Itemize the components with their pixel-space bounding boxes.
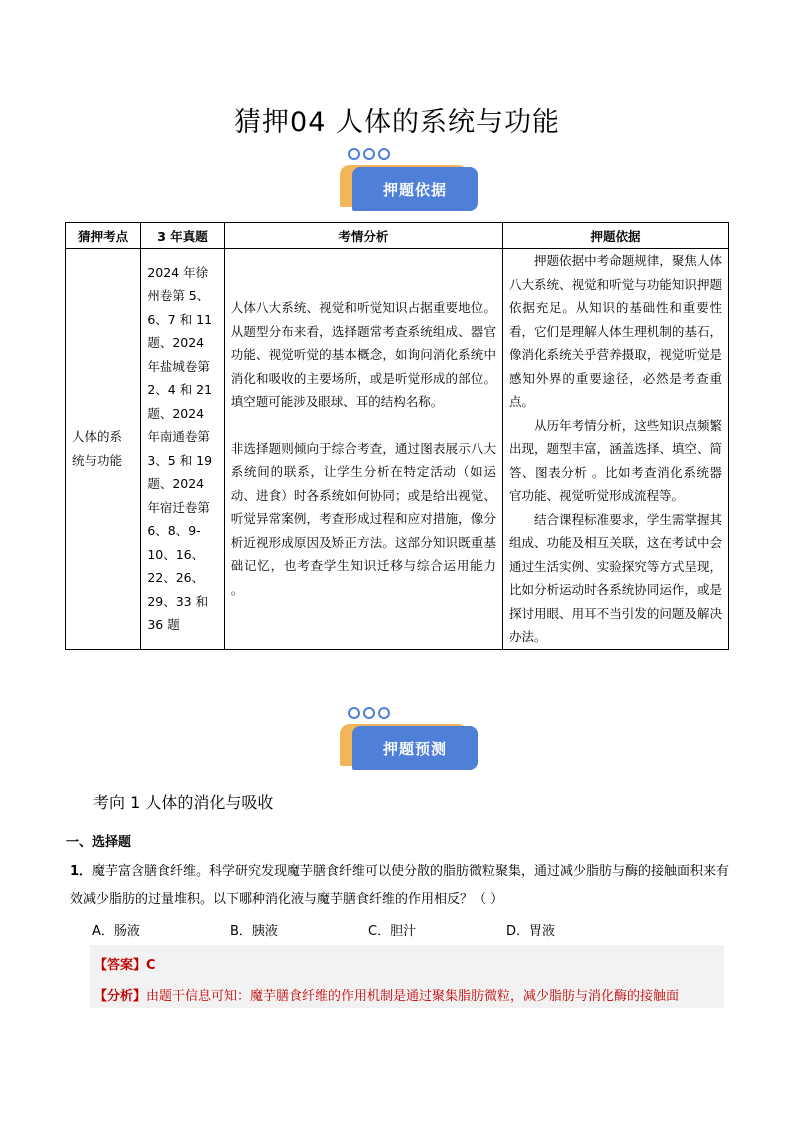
question-number: 1． [70,864,93,879]
topic-heading: 考向 1 人体的消化与吸收 [93,793,274,812]
basis-paragraph-2: 从历年考情分析，这些知识点频繁出现，题型丰富，涵盖选择、填空、简答、图表分析 。比如考查消化系统器官功能、视觉听觉形成流程等。 [508,417,722,503]
header-basis: 押题依据 [502,223,728,249]
header-topic: 猜押考点 [66,223,141,249]
header-analysis: 考情分析 [224,223,502,249]
answer-line [94,954,156,973]
analysis-paragraph-1: 人体八大系统、视觉和听觉知识占据重要地位。从题型分布来看，选择题常考查系统组成、器官功能、视觉听觉的基本概念，如询问消化系统中消化和吸收的主要场所，或是听觉形成的部位。填空题可能涉及眼球、耳的结构名称。 [230,300,496,410]
options [92,920,692,939]
rings-icon [346,145,396,161]
exams-cell [141,249,224,650]
basis-paragraph-1: 押题依据中考命题规律，聚焦人体八大系统、视觉和听觉与功能知识押题依据充足。从知识的基础性和重要性看，它们是理解人体生理机制的基石，像消化系统关乎营养摄取，视觉听觉是感知外界的重要途径，必然是考查重点。 [508,253,722,409]
analysis-label: 【分析】 [94,989,147,1004]
section-heading: 一、选择题 [66,835,132,850]
answer-label: 【答案】 [94,958,147,973]
question-text: 魔芋富含膳食纤维。科学研究发现魔芋膳食纤维可以使分散的脂肪微粒聚集，通过减少脂肪与酶的接触面积来有效减少脂肪的过量堆积。以下哪种消化液与魔芋膳食纤维的作用相反？（ ） [70,864,730,907]
basis-cell [502,249,728,650]
analysis-paragraph-2: 非选择题则倾向于综合考查，通过图表展示八大系统间的联系，让学生分析在特定活动（如运动、进食）时各系统如何协同；或是给出视觉、听觉异常案例，考查形成过程和应对措施，像分析近视形成原因及矫正方法。这部分知识既重基础记忆，也考查学生知识迁移与综合运用能力 。 [230,440,496,597]
option-c: C．胆汁 [368,924,417,939]
answer-value: C [146,958,156,973]
section-header-basis [340,145,478,205]
header-exams: 3 年真题 [141,223,224,249]
exams-text: 2024 年徐州卷第 5、6、7 和 11 题、2024 年盐城卷第 2、4 和 21 题、2024 年南通卷第 3、5 和 19 题、2024 年宿迁卷第 6、8、9-10、16、22、26、29、33 和 36 题 [147,264,213,633]
option-b: B．胰液 [230,924,278,939]
topic-cell [66,249,141,650]
page-title: 猜押04 人体的系统与功能 [234,107,560,138]
basis-paragraph-3: 结合课程标准要求，学生需掌握其组成、功能及相互关联，这在考试中会通过生活实例、实验探究等方式呈现，比如分析运动时各系统协同运作，或是探讨用眼、用耳不当引发的问题及解决办法。 [508,511,722,644]
question-1 [70,858,730,914]
basis-table [65,222,729,650]
topic-text: 人体的系统与功能 [72,429,123,468]
table-header-row [66,223,729,249]
section-header-forecast [340,704,478,764]
table-row [66,249,729,650]
option-a: A．肠液 [92,924,140,939]
section-label: 押题依据 [352,167,478,211]
analysis-cell [224,249,502,650]
section-label: 押题预测 [352,726,478,770]
option-d: D．胃液 [506,924,556,939]
rings-icon [346,704,396,720]
analysis-line [94,985,728,1004]
analysis-text: 由题干信息可知：魔芋膳食纤维的作用机制是通过聚集脂肪微粒，减少脂肪与消化酶的接触面 [146,989,680,1004]
